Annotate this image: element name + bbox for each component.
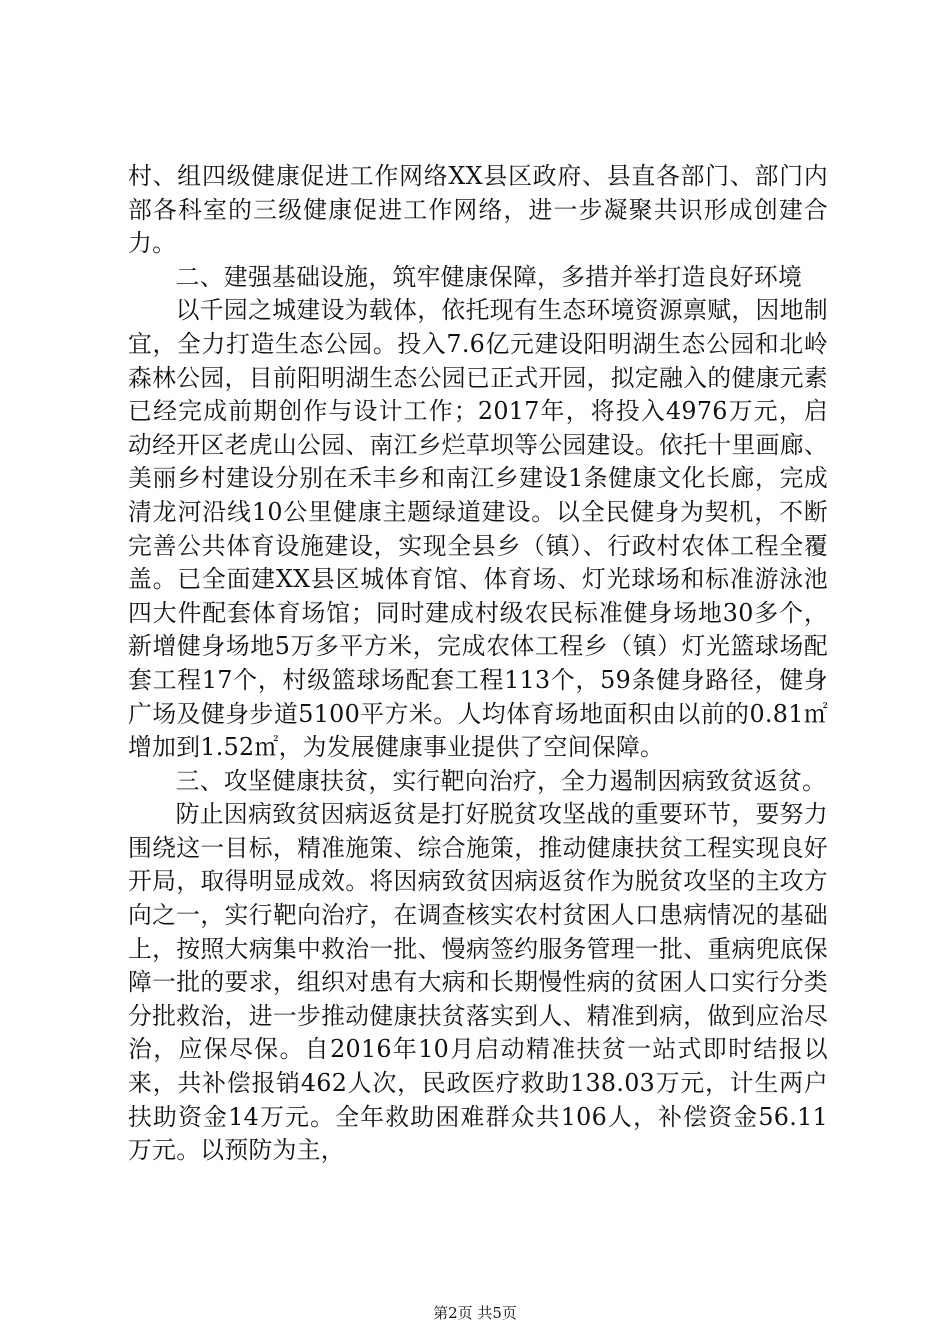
page-number-footer: 第2页 共5页 — [433, 1304, 517, 1322]
paragraph-infrastructure-body: 以千园之城建设为载体，依托现有生态环境资源禀赋，因地制宜，全力打造生态公园。投入7.6亿元建设阳明湖生态公园和北岭森林公园，目前阳明湖生态公园已正式开园，拟定融入的健康元素已经完成前期创作与设计工作；2017年，将投入4976万元，启动经开区老虎山公园、南江乡烂草坝等公园建设。依托十里画廊、美丽乡村建设分别在禾丰乡和南江乡建设1条健康文化长廊，完成清龙河沿线10公里健康主题绿道建设。以全民健身为契机，不断完善公共体育设施建设，实现全县乡（镇）、行政村农体工程全覆盖。已全面建XX县区城体育馆、体育场、灯光球场和标准游泳池四大件配套体育场馆；同时建成村级农民标准健身场地30多个，新增健身场地5万多平方米，完成农体工程乡（镇）灯光篮球场配套工程17个，村级篮球场配套工程113个，59条健身路径，健身广场及健身步道5100平方米。人均体育场地面积由以前的0.81㎡增加到1.52㎡，为发展健康事业提供了空间保障。 — [128, 296, 828, 762]
section-heading-infrastructure: 二、建强基础设施，筑牢健康保障，多措并举打造良好环境 — [175, 262, 803, 291]
document-body — [128, 160, 828, 1168]
paragraph-poverty-relief-body: 防止因病致贫因病返贫是打好脱贫攻坚战的重要环节，要努力围绕这一目标，精准施策、综合施策，推动健康扶贫工程实现良好开局，取得明显成效。将因病致贫因病返贫作为脱贫攻坚的主攻方向之一，实行靶向治疗，在调查核实农村贫困人口患病情况的基础上，按照大病集中救治一批、慢病签约服务管理一批、重病兜底保障一批的要求，组织对患有大病和长期慢性病的贫困人口实行分类分批救治，进一步推动健康扶贫落实到人、精准到病，做到应治尽治，应保尽保。自2016年10月启动精准扶贫一站式即时结报以来，共补偿报销462人次，民政医疗救助138.03万元，计生两户扶助资金14万元。全年救助困难群众共106人，补偿资金56.11万元。以预防为主， — [128, 800, 828, 1165]
paragraph-network-continuation: 村、组四级健康促进工作网络XX县区政府、县直各部门、部门内部各科室的三级健康促进工作网络，进一步凝聚共识形成创建合力。 — [128, 162, 828, 258]
section-heading-poverty-relief: 三、攻坚健康扶贫，实行靶向治疗，全力遏制因病致贫返贫。 — [175, 766, 827, 795]
